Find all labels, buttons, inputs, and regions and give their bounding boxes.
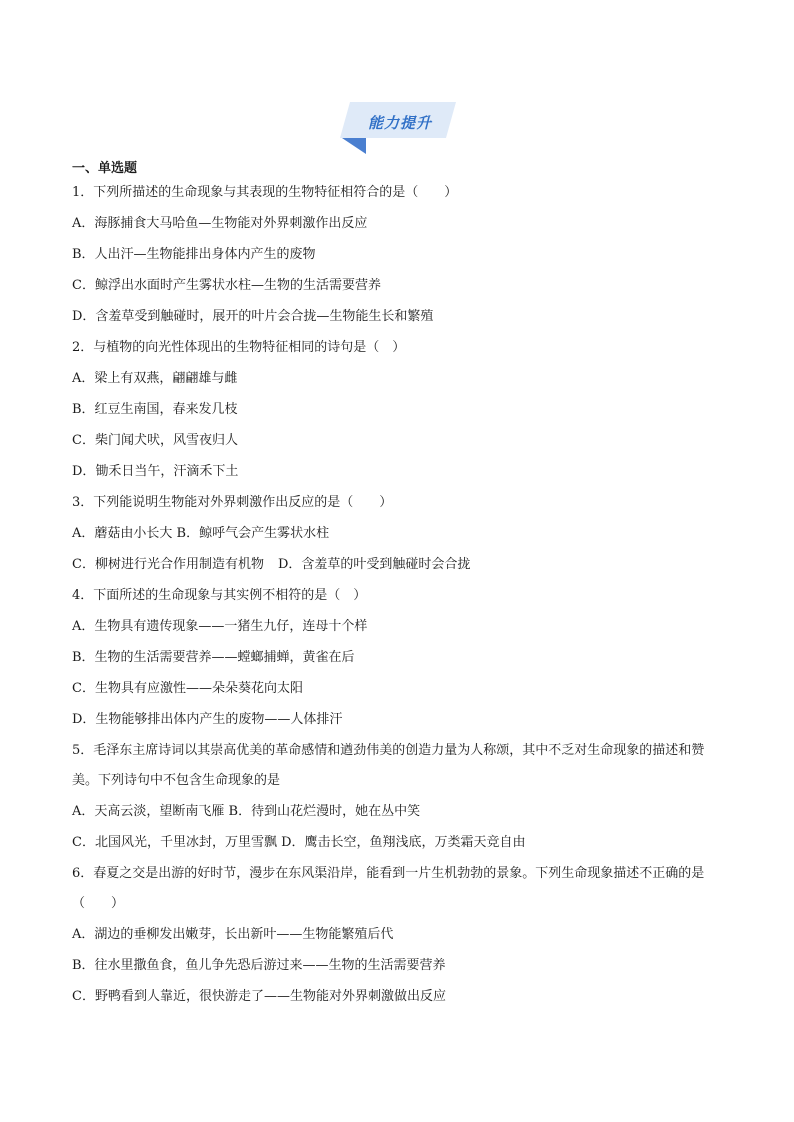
option-a: A．海豚捕食大马哈鱼—生物能对外界刺激作出反应 — [72, 216, 368, 231]
question-6 — [72, 859, 727, 1017]
question-4 — [72, 585, 727, 740]
question-stem: 6．春夏之交是出游的好时节，漫步在东风渠沿岸，能看到一片生机勃勃的景象。下列生命现象描述不正确的是（ ） — [72, 866, 705, 911]
banner-tail — [342, 138, 366, 154]
option-d: D．含羞草受到触碰时，展开的叶片会合拢—生物能生长和繁殖 — [72, 309, 434, 324]
question-5 — [72, 736, 727, 863]
option-c: C．生物具有应激性——朵朵葵花向太阳 — [72, 681, 303, 696]
option-row-ab: A．天高云淡，望断南飞雁 B．待到山花烂漫时，她在丛中笑 — [72, 804, 421, 819]
option-c: C．鲸浮出水面时产生雾状水柱—生物的生活需要营养 — [72, 278, 381, 293]
ability-banner — [340, 102, 456, 154]
section-heading: 一、单选题 — [72, 161, 138, 176]
question-3 — [72, 492, 727, 585]
question-stem: 2．与植物的向光性体现出的生物特征相同的诗句是（ ） — [72, 340, 406, 355]
option-b: B．红豆生南国，春来发几枝 — [72, 402, 238, 417]
option-a: A．生物具有遗传现象——一猪生九仔，连母十个样 — [72, 619, 368, 634]
option-c: C．柳树进行光合作用制造有机物 — [72, 557, 264, 572]
option-row-ab: A．蘑菇由小长大 B．鲸呼气会产生雾状水柱 — [72, 526, 330, 541]
question-2 — [72, 337, 727, 492]
banner-label: 能力提升 — [367, 114, 432, 132]
question-sheet — [72, 158, 727, 1017]
option-row-cd: C．北国风光，千里冰封，万里雪飘 D．鹰击长空，鱼翔浅底，万类霜天竞自由 — [72, 835, 526, 850]
option-b: B．人出汗—生物能排出身体内产生的废物 — [72, 247, 316, 262]
option-c: C．野鸭看到人靠近，很快游走了——生物能对外界刺激做出反应 — [72, 989, 446, 1004]
question-stem: 4．下面所述的生命现象与其实例不相符的是（ ） — [72, 588, 367, 603]
question-stem: 3．下列能说明生物能对外界刺激作出反应的是（ ） — [72, 495, 393, 510]
question-1 — [72, 182, 727, 337]
option-a: A．湖边的垂柳发出嫩芽，长出新叶——生物能繁殖后代 — [72, 927, 394, 942]
option-b: B．生物的生活需要营养——螳螂捕蝉，黄雀在后 — [72, 650, 355, 665]
question-stem: 5．毛泽东主席诗词以其崇高优美的革命感情和遒劲伟美的创造力量为人称颂，其中不乏对生命现象的描述和赞美。下列诗句中不包含生命现象的是 — [72, 743, 705, 788]
option-d: D．含羞草的叶受到触碰时会合拢 — [277, 557, 471, 572]
option-d: D．锄禾日当午，汗滴禾下土 — [72, 464, 239, 479]
option-c: C．柴门闻犬吠，风雪夜归人 — [72, 433, 238, 448]
option-row-cd — [72, 554, 727, 585]
option-b: B．往水里撒鱼食，鱼儿争先恐后游过来——生物的生活需要营养 — [72, 958, 446, 973]
option-d: D．生物能够排出体内产生的废物——人体排汗 — [72, 712, 343, 727]
question-stem: 1．下列所描述的生命现象与其表现的生物特征相符合的是（ ） — [72, 185, 458, 200]
option-a: A．梁上有双燕，翩翩雄与雌 — [72, 371, 238, 386]
